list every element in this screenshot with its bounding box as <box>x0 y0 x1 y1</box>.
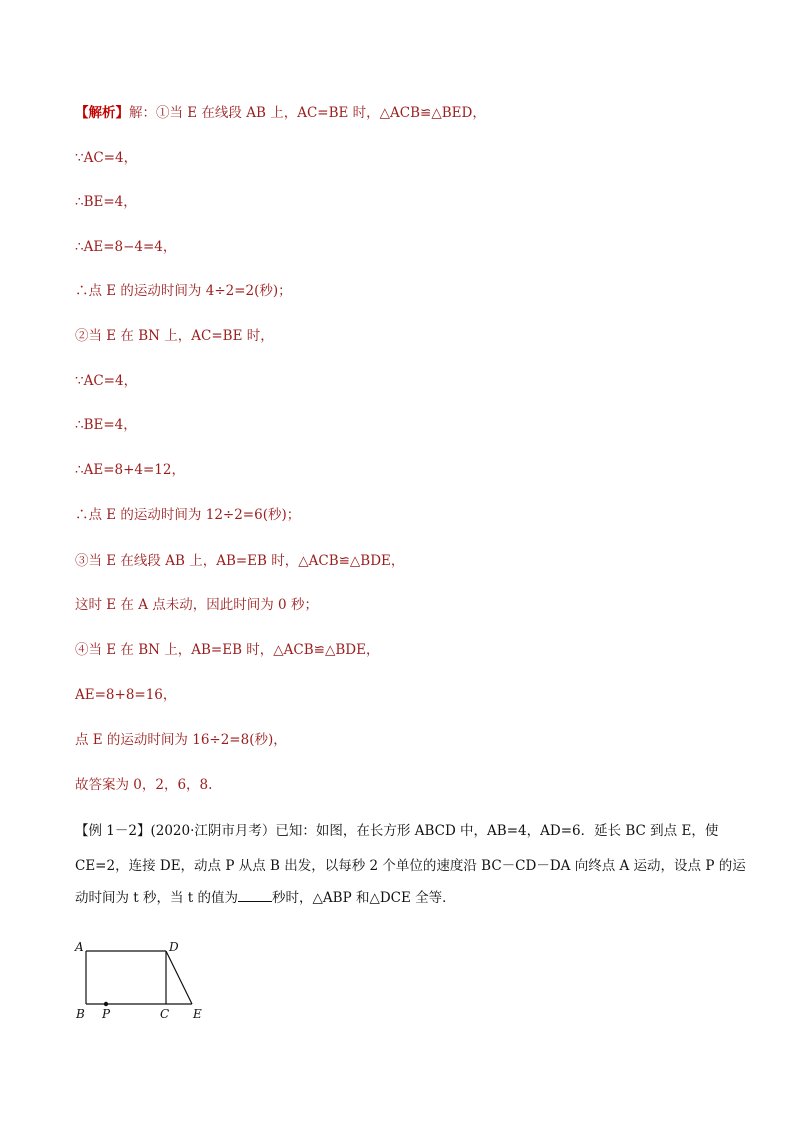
example-line-3 <box>75 889 456 907</box>
label-A: A <box>75 940 84 954</box>
example-text-1: (2020·江阴市月考）已知：如图，在长方形 ABCD 中，AB=4，AD=6．延长 BC 到点 E，使 <box>150 823 719 839</box>
example-line-2: CE=2，连接 DE，动点 P 从点 B 出发，以每秒 2 个单位的速度沿 BC－CD－DA 向终点 A 运动，设点 P 的运 <box>75 858 746 874</box>
solution-line-2: ∵AC=4， <box>75 150 138 166</box>
rectangle-figure <box>70 935 220 1030</box>
solution-line-11: ③当 E 在线段 AB 上，AB=EB 时，△ACB≌△BDE， <box>75 553 405 569</box>
solution-line-14: AE=8+8=16， <box>75 687 177 703</box>
solution-line-16: 故答案为 0，2，6，8. <box>75 777 213 793</box>
example-text-3b: 秒时，△ABP 和△DCE 全等． <box>272 890 456 906</box>
solution-line-5: ∴点 E 的运动时间为 4÷2=2(秒)； <box>75 283 292 299</box>
solution-text: 解：①当 E 在线段 AB 上，AC=BE 时，△ACB≌△BED， <box>129 105 486 121</box>
segment-DE <box>166 951 192 1004</box>
solution-line-15: 点 E 的运动时间为 16÷2=8(秒)， <box>75 732 287 748</box>
label-P: P <box>102 1007 111 1021</box>
example-text-3a: 动时间为 t 秒，当 t 的值为 <box>75 890 239 906</box>
label-C: C <box>160 1007 170 1021</box>
solution-line-9: ∴AE=8+4=12， <box>75 462 185 478</box>
label-D: D <box>169 940 179 954</box>
label-E: E <box>193 1007 202 1021</box>
solution-line-13: ④当 E 在 BN 上，AB=EB 时，△ACB≌△BDE， <box>75 642 380 658</box>
solution-line-3: ∴BE=4， <box>75 194 137 210</box>
solution-line-6: ②当 E 在 BN 上，AC=BE 时， <box>75 328 274 344</box>
solution-line-12: 这时 E 在 A 点未动，因此时间为 0 秒； <box>75 597 318 613</box>
example-line-1 <box>75 822 718 840</box>
solution-line-7: ∵AC=4， <box>75 373 138 389</box>
solution-line-10: ∴点 E 的运动时间为 12÷2=6(秒)； <box>75 507 301 523</box>
example-tag: 【例 1－2】 <box>75 823 151 839</box>
solution-line-1 <box>75 104 486 122</box>
point-P-dot <box>104 1002 108 1006</box>
label-B: B <box>76 1007 85 1021</box>
solution-line-4: ∴AE=8−4=4， <box>75 239 177 255</box>
solution-line-8: ∴BE=4， <box>75 417 137 433</box>
answer-blank <box>238 889 272 902</box>
solution-tag: 【解析】 <box>75 105 129 121</box>
